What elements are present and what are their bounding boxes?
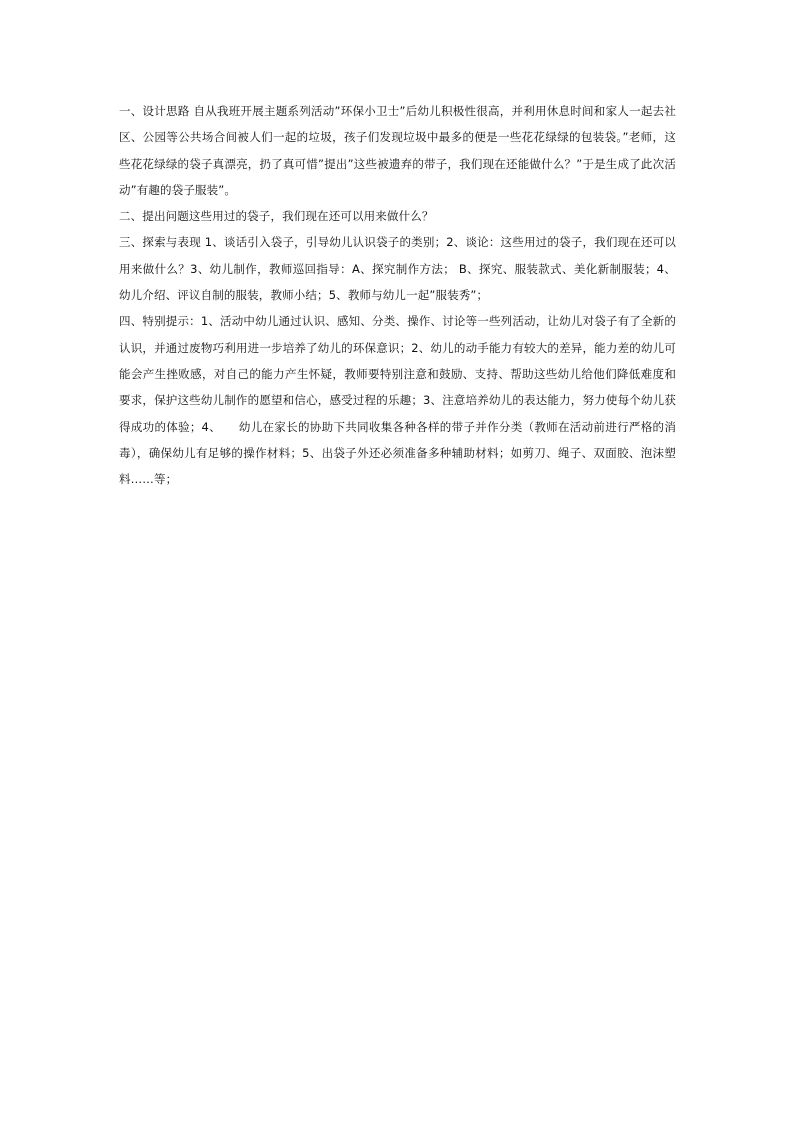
paragraph-question: 二、提出问题这些用过的袋子，我们现在还可以用来做什么？ [119,209,434,224]
document-body [119,98,676,492]
paragraph-exploration: 三、探索与表现 1、谈话引入袋子，引导幼儿认识袋子的类别；2、谈论：这些用过的袋子，我们现在还可以用来做什么？3、幼儿制作，教师巡回指导：A、探究制作方法； B、探究、服装款式、美化新制服装；4、幼儿介绍、评议自制的服装，教师小结；5、教师与幼儿一起”服装秀”； [119,235,676,303]
paragraph-special-tips: 四、特别提示：1、活动中幼儿通过认识、感知、分类、操作、讨论等一些列活动，让幼儿对袋子有了全新的认识，并通过废物巧利用进一步培养了幼儿的环保意识；2、幼儿的动手能力有较大的差异，能力差的幼儿可能会产生挫败感，对自己的能力产生怀疑，教师要特别注意和鼓励、支持、帮助这些幼儿给他们降低难度和要求，保护这些幼儿制作的愿望和信心，感受过程的乐趣；3、注意培养幼儿的表达能力，努力使每个幼儿获得成功的体验；4、 幼儿在家长的协助下共同收集各种各样的带子并作分类（教师在活动前进行严格的消毒），确保幼儿有足够的操作材料；5、出袋子外还必须准备多种辅助材料；如剪刀、绳子、双面胶、泡沫塑料……等； [119,314,676,487]
paragraph-design-idea: 一、设计思路 自从我班开展主题系列活动”环保小卫士”后幼儿积极性很高，并利用休息时间和家人一起去社区、公园等公共场合间被人们一起的垃圾，孩子们发现垃圾中最多的便是一些花花绿绿的包装袋。”老师，这些花花绿绿的袋子真漂亮，扔了真可惜”提出”这些被遗弃的带子，我们现在还能做什么？”于是生成了此次活动”有趣的袋子服装”。 [119,104,676,197]
